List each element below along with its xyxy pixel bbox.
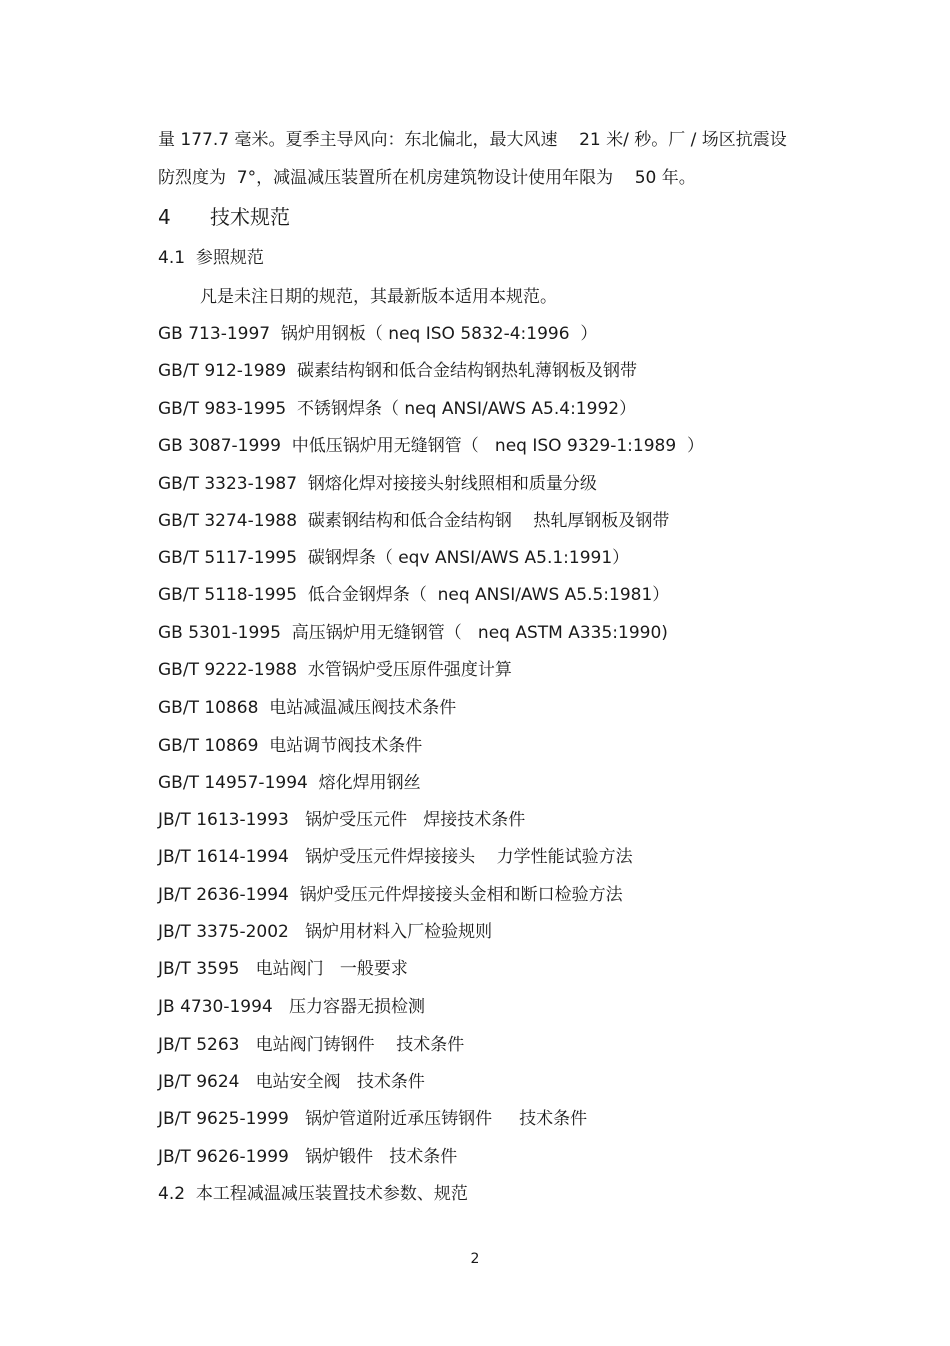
intro-paragraph-line-2: 防烈度为 7°，减温减压装置所在机房建筑物设计使用年限为 50 年。 [158,168,696,188]
standard-item: JB/T 5263 电站阀门铸钢件 技术条件 [158,1035,465,1055]
standard-item: GB/T 10869 电站调节阀技术条件 [158,736,423,756]
standard-item: JB/T 9624 电站安全阀 技术条件 [158,1072,425,1092]
intro-paragraph-line-1: 量 177.7 毫米。夏季主导风向：东北偏北，最大风速 21 米/ 秒。厂 / 场区抗震设 [158,130,787,150]
standard-item: GB/T 983-1995 不锈钢焊条（ neq ANSI/AWS A5.4:1992） [158,399,637,419]
standards-note: 凡是未注日期的规范，其最新版本适用本规范。 [200,287,557,307]
standard-item: JB 4730-1994 压力容器无损检测 [158,997,425,1017]
standard-item: JB/T 9626-1999 锅炉锻件 技术条件 [158,1147,458,1167]
standard-item: JB/T 1614-1994 锅炉受压元件焊接接头 力学性能试验方法 [158,847,633,867]
standard-item: GB/T 9222-1988 水管锅炉受压原件强度计算 [158,660,512,680]
standard-item: GB/T 3323-1987 钢熔化焊对接接头射线照相和质量分级 [158,474,597,494]
standard-item: GB/T 3274-1988 碳素钢结构和低合金结构钢 热轧厚钢板及钢带 [158,511,670,531]
standard-item: GB/T 912-1989 碳素结构钢和低合金结构钢热轧薄钢板及钢带 [158,361,638,381]
standard-item: JB/T 1613-1993 锅炉受压元件 焊接技术条件 [158,810,526,830]
standard-item: GB 713-1997 锅炉用钢板（ neq ISO 5832-4:1996 ） [158,324,598,344]
section-4-2-heading: 4.2 本工程减温减压装置技术参数、规范 [158,1184,468,1204]
section-4-number: 4 [158,205,171,229]
page-number: 2 [470,1251,480,1267]
standard-item: GB/T 10868 电站减温减压阀技术条件 [158,698,457,718]
standard-item: JB/T 3595 电站阀门 一般要求 [158,959,408,979]
standard-item: GB 5301-1995 高压锅炉用无缝钢管（ neq ASTM A335:1990) [158,623,668,643]
section-4-title: 技术规范 [210,205,290,229]
section-4-heading [158,204,290,230]
section-4-1-heading: 4.1 参照规范 [158,248,264,268]
standard-item: GB/T 5117-1995 碳钢焊条（ eqv ANSI/AWS A5.1:1991） [158,548,630,568]
standard-item: JB/T 2636-1994 锅炉受压元件焊接接头金相和断口检验方法 [158,885,623,905]
standard-item: GB/T 5118-1995 低合金钢焊条（ neq ANSI/AWS A5.5:1981） [158,585,670,605]
standard-item: JB/T 9625-1999 锅炉管道附近承压铸钢件 技术条件 [158,1109,588,1129]
standard-item: GB/T 14957-1994 熔化焊用钢丝 [158,773,421,793]
standard-item: GB 3087-1999 中低压锅炉用无缝钢管（ neq ISO 9329-1:1989 ） [158,436,704,456]
standard-item: JB/T 3375-2002 锅炉用材料入厂检验规则 [158,922,493,942]
